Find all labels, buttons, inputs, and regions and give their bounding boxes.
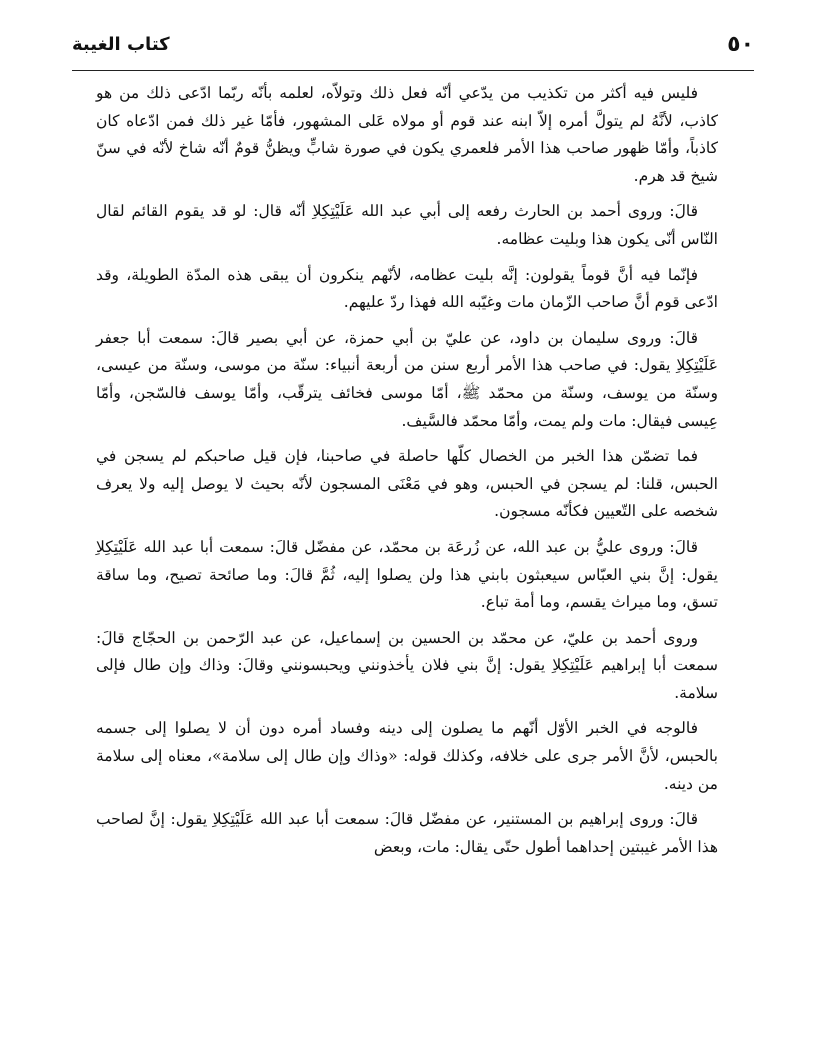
paragraph-4: قالَ: وروى سليمان بن داود، عن عليّ بن أبي حمزة، عن أبي بصير قالَ: سمعت أبا جعفر عَلَيْتِكِلاِ يقول: في صاحب هذا الأمر أربع سنن من أربعة أنبياء: سنّة من موسى، وسنّة من عيسى، وسنّة من يوسف، وسنّة من محمّد ﷺ، أمّا موسى فخائف يترقّب، وأمّا يوسف فالسّجن، وأمّا عِيسى فيقال: مات ولم يمت، وأمّا محمّد فالسَّيف. — [96, 328, 718, 430]
page-header — [72, 30, 754, 70]
page-body — [96, 80, 718, 869]
paragraph-5: فما تضمّن هذا الخبر من الخصال كلّها حاصلة في صاحبنا، فإن قيل صاحبكم لم يسجن في الحبس، قلنا: لم يسجن في الحبس، وهو في مَعْنَى المسجون لأنّه بحيث لا يوصل إليه ولا يعرف شخصه على التّعيين فكأنّه مسجون. — [96, 447, 718, 521]
header-divider — [72, 70, 754, 71]
page-number: ٥٠ — [727, 32, 754, 57]
paragraph-3: فإنّما فيه أنَّ قوماً يقولون: إنَّه بليت عظامه، لأنّهم ينكرون أن يبقى هذه المدّة الطويلة، وقد ادّعى قوم أنَّ صاحب الزّمان مات وغيّبه الله فهذا ردّ عليهم. — [96, 265, 718, 312]
paragraph-1: فليس فيه أكثر من تكذيب من يدّعي أنّه فعل ذلك وتولاّه، لعلمه بأنّه ربّما ادّعى ذلك من هو كاذب، لأنَّهُ لم يتولَّ أمره إلاّ ابنه عند قوم أو مولاه عَلى المشهور، فأمّا غير ذلك فمن ادّعاه كان كاذباً، وأمّا ظهور صاحب هذا الأمر فلعمري يكون في صورة شابٍّ ويظنُّ قومٌ أنّه شاخ لأنّه في سنّ شيخ قد هرم. — [96, 84, 718, 185]
paragraph-2: قالَ: وروى أحمد بن الحارث رفعه إلى أبي عبد الله عَلَيْتِكِلاِ أنّه قال: لو قد يقوم القائم لقال النّاس أنّى يكون هذا وبليت عظامه. — [96, 202, 718, 248]
paragraph-9: قالَ: وروى إبراهيم بن المستنير، عن مفضّل قالَ: سمعت أبا عبد الله عَلَيْتِكِلاِ يقول: إنَّ لصاحب هذا الأمر غيبتين إحداهما أطول حتّى يقال: مات، وبعض — [96, 810, 718, 856]
paragraph-8: فالوجه في الخبر الأوّل أنّهم ما يصلون إلى دينه وفساد أمره دون أن لا يصلوا إلى جسمه بالحبس، لأنَّ الأمر جرى على خلافه، وكذلك قوله: «وذاك وإن طال إلى سلامة»، معناه إلى سلامة من دينه. — [96, 719, 718, 793]
paragraph-7: وروى أحمد بن عليّ، عن محمّد بن الحسين بن إسماعيل، عن عبد الرّحمن بن الحجّاج قالَ: سمعت أبا إبراهيم عَلَيْتِكِلاِ يقول: إنَّ بني فلان يأخذونني ويحبسونني وقالَ: وذاك وإن طال فإلى سلامة. — [96, 628, 718, 702]
paragraph-6: قالَ: وروى عليُّ بن عبد الله، عن زُرعَة بن محمّد، عن مفضّل قالَ: سمعت أبا عبد الله عَلَيْتِكِلاِ يقول: إنَّ بني العبّاس سيعبثون بابني هذا ولن يصلوا إليه، ثُمَّ قالَ: وما صائحة تصيح، وما ساقة تسق، وما ميراث يقسم، وما أمة تباع. — [96, 537, 718, 612]
running-title: كتاب الغيبة — [72, 34, 170, 55]
